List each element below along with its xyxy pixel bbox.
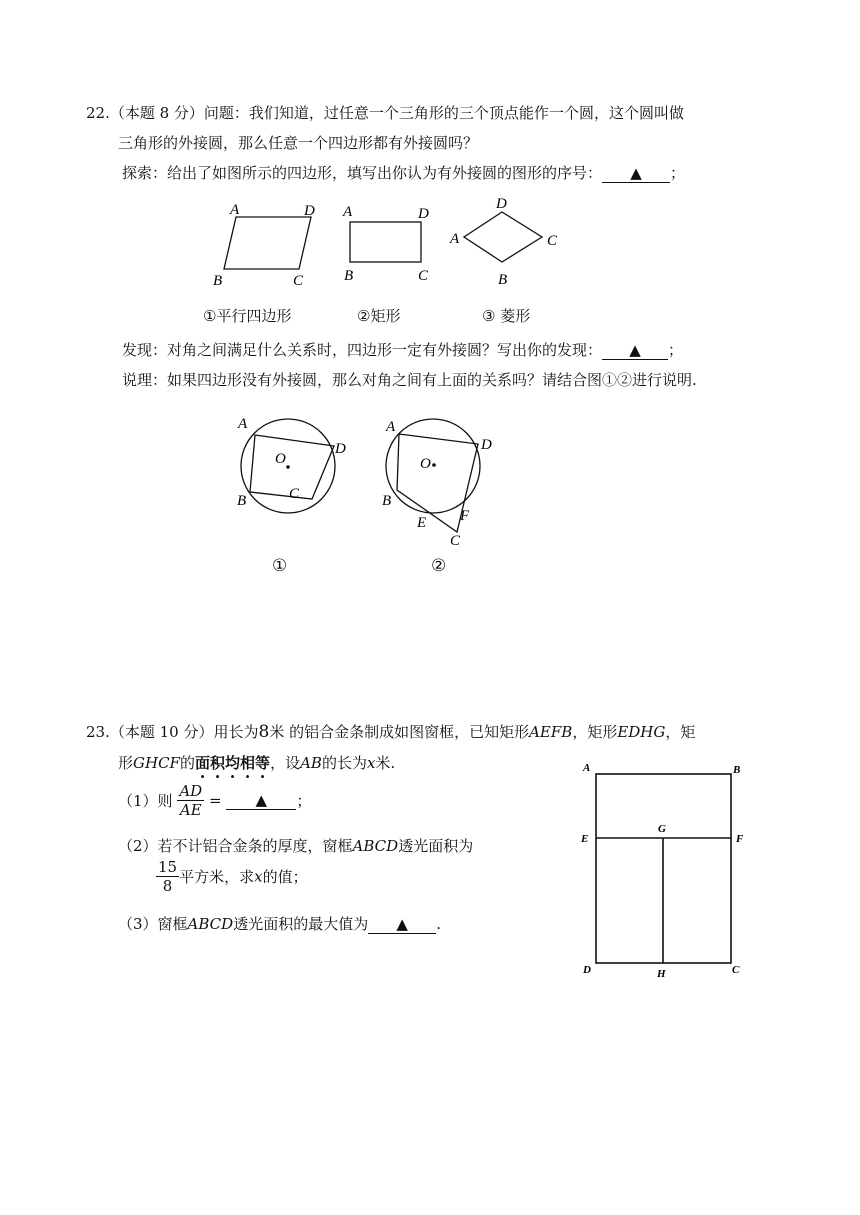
win-label-h: H [657, 968, 666, 980]
q22-line1: 22.（本题 8 分）问题：我们知道，过任意一个三角形的三个顶点能作一个圆，这个圆叫做 [86, 104, 684, 122]
parallelogram-shape [224, 217, 311, 269]
pg-label-b: B [213, 273, 223, 289]
fig-label-2: ② [431, 556, 447, 576]
q23-answer-blank-1[interactable]: ▲ [226, 791, 296, 810]
c2-label-o: O [420, 456, 431, 472]
rhombus-shape [464, 212, 542, 262]
win-label-g: G [658, 823, 666, 835]
q22-circle-figures [225, 410, 515, 550]
pg-label-a: A [230, 202, 240, 218]
win-label-e: E [581, 833, 589, 845]
pg-label-c: C [293, 273, 304, 289]
rh-label-a: A [450, 231, 460, 247]
c2-label-c: C [450, 533, 461, 549]
q22-explore: 探索：给出了如图所示的四边形，填写出你认为有外接圆的图形的序号： ▲ ； [122, 164, 686, 182]
q23-answer-blank-2[interactable]: ▲ [368, 915, 436, 934]
win-label-b: B [733, 764, 741, 776]
rectangle-shape [350, 222, 421, 262]
pg-label-d: D [304, 203, 315, 219]
rect-label-a: A [343, 204, 353, 220]
q23-part1: （1）则 $\frac{AD}{AE}$ = ▲ ； [118, 782, 312, 819]
q22-explain: 说理：如果四边形没有外接圆，那么对角之间有上面的关系吗？请结合图①②进行说明. [122, 371, 697, 389]
q23-part2-line2: $\frac{15}{8}$ 平方米，求x的值； [158, 858, 308, 895]
q23-line1: 23.（本题 10 分）用长为8米 的铝合金条制成如图窗框，已知矩形AEFB，矩形EDHG，矩 [86, 722, 696, 742]
c2-label-f: F [460, 508, 470, 524]
c1-label-d: D [335, 441, 346, 457]
win-label-f: F [736, 833, 744, 845]
q22-line2: 三角形的外接圆，那么任意一个四边形都有外接圆吗？ [118, 134, 479, 152]
caption-rhombus: ③ 菱形 [482, 307, 531, 325]
q22-explore-text: 探索：给出了如图所示的四边形，填写出你认为有外接圆的图形的序号： [122, 164, 603, 182]
c2-label-d: D [481, 437, 492, 453]
rh-label-d: D [496, 196, 507, 212]
emphasized-phrase: 面积均相等 [194, 754, 271, 772]
q23-window-frame-figure [575, 755, 755, 987]
c1-label-b: B [237, 493, 247, 509]
center-dot-1 [286, 465, 290, 469]
ad-over-ae-fraction: $\frac{AD}{AE}$ [179, 782, 203, 819]
q22-discover-text: 发现：对角之间满足什么关系时，四边形一定有外接圆？写出你的发现： [122, 341, 603, 359]
caption-parallelogram: ①平行四边形 [203, 307, 292, 325]
rh-label-b: B [498, 272, 508, 288]
q23-part3: （3）窗框ABCD透光面积的最大值为 ▲ . [118, 915, 441, 933]
win-label-c: C [732, 964, 740, 976]
c2-label-e: E [417, 515, 427, 531]
c1-label-a: A [238, 416, 248, 432]
caption-rectangle: ②矩形 [357, 307, 401, 325]
center-dot-2 [432, 463, 436, 467]
fig-label-1: ① [272, 556, 288, 576]
q22-answer-blank-1[interactable]: ▲ [602, 164, 670, 183]
rect-label-d: D [418, 206, 429, 222]
win-label-a: A [583, 762, 591, 774]
c2-label-a: A [386, 419, 396, 435]
q22-answer-blank-2[interactable]: ▲ [602, 341, 668, 360]
q23-part2-line1: （2）若不计铝合金条的厚度，窗框ABCD透光面积为 [118, 837, 474, 855]
rect-label-c: C [418, 268, 429, 284]
q22-discover: 发现：对角之间满足什么关系时，四边形一定有外接圆？写出你的发现： ▲ ； [122, 341, 684, 359]
rect-label-b: B [344, 268, 354, 284]
rh-label-c: C [547, 233, 558, 249]
c2-label-b: B [382, 493, 392, 509]
fifteen-eighths-fraction: $\frac{15}{8}$ [158, 858, 178, 895]
win-label-d: D [583, 964, 591, 976]
c1-label-c: C [289, 486, 300, 502]
q23-line2: 形GHCF的面积均相等，设AB的长为x米. [118, 754, 396, 772]
c1-label-o: O [275, 451, 286, 467]
